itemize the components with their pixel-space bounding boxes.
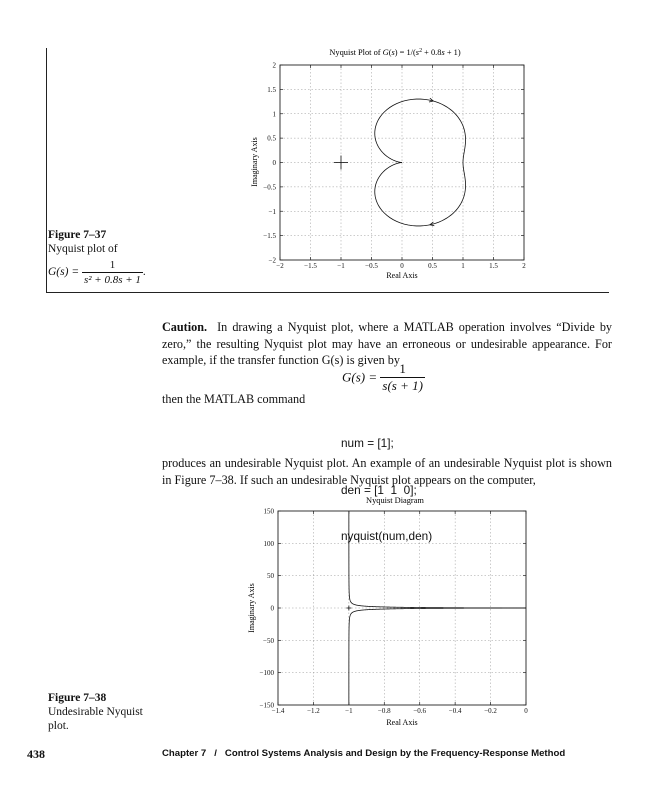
x-tick-label: −0.5	[365, 262, 378, 270]
nyquist-curve-positive-frequency	[375, 163, 466, 226]
figure-label: Figure 7–38	[48, 692, 107, 704]
x-tick-label: 1.5	[489, 262, 498, 270]
x-tick-label: −0.2	[484, 707, 497, 715]
y-tick-label: −100	[259, 669, 274, 678]
caption-line: Nyquist plot of	[48, 243, 118, 255]
figure-label: Figure 7–37	[48, 229, 107, 241]
nyquist-curve-negative-frequency	[375, 99, 466, 162]
y-tick-label: 50	[267, 572, 274, 581]
x-tick-label: −2	[276, 262, 284, 270]
y-tick-label: 1.5	[267, 85, 276, 94]
x-tick-label: 0	[400, 262, 404, 270]
y-axis-label: Imaginary Axis	[247, 583, 256, 633]
caption-line: Undesirable Nyquist	[48, 706, 143, 718]
figure-7-38-caption	[48, 691, 178, 733]
page-number: 438	[27, 747, 45, 761]
equation-denominator: s² + 0.8s + 1	[83, 274, 141, 286]
y-axis-label: Imaginary Axis	[250, 137, 259, 187]
x-tick-label: 0	[524, 707, 528, 715]
x-tick-label: 1	[461, 262, 465, 270]
plot-lines	[334, 98, 466, 226]
chart-title: Nyquist Plot of $G(s) = 1/(s^2 + 0.8s + 1)$	[329, 48, 461, 57]
x-tick-label: −0.8	[377, 707, 391, 715]
y-tick-label: 150	[263, 507, 274, 516]
y-tick-label: 100	[263, 539, 274, 548]
x-axis-label: Real Axis	[386, 271, 418, 280]
y-tick-label: −50	[263, 636, 274, 645]
nyquist-diagram-figure-7-38	[240, 490, 540, 735]
axis-ticks	[263, 62, 526, 271]
figure-7-37-caption	[48, 228, 188, 287]
undesirable-plot-paragraph: produces an undesirable Nyquist plot. An example of an undesirable Nyquist plot is shown in Figure 7–38. If such an undesirable Nyquist plot appears on the computer,	[162, 456, 612, 487]
running-head: Chapter 7 / Control Systems Analysis and Design by the Frequency-Response Method	[162, 748, 566, 759]
y-tick-label: −2	[268, 256, 276, 265]
nyquist-curve-positive-frequency	[349, 608, 526, 705]
caution-heading: Caution.	[162, 320, 208, 334]
y-tick-label: −150	[259, 701, 274, 710]
nyquist-curve-negative-frequency	[349, 511, 526, 608]
x-tick-label: −1.4	[271, 707, 285, 715]
caption-equation	[48, 258, 188, 287]
x-tick-label: −1	[337, 262, 345, 270]
y-tick-label: 1	[272, 110, 276, 119]
caution-text: In drawing a Nyquist plot, where a MATLAB operation involves “Divide by zero,” the resulting Nyquist plot may have an erroneous or undesirable appearance. For example, if the transfer function G(s) is given by	[162, 320, 613, 367]
x-tick-label: −0.6	[413, 707, 427, 715]
x-tick-label: −1	[345, 707, 353, 715]
equation-period: .	[142, 266, 146, 279]
x-tick-label: 0.5	[428, 262, 437, 270]
y-tick-label: 2	[272, 61, 276, 70]
y-tick-label: 0	[272, 159, 276, 167]
x-tick-label: 2	[522, 262, 526, 270]
nyquist-plot-figure-7-37	[240, 40, 540, 285]
equation-numerator: 1	[109, 259, 116, 271]
code-line: num = [1];	[341, 436, 394, 450]
y-tick-label: −0.5	[263, 183, 276, 192]
equation-lhs: G(s) =	[48, 266, 80, 279]
figure-frame-left	[46, 48, 47, 293]
x-tick-label: −0.4	[448, 707, 462, 715]
command-intro: then the MATLAB command	[162, 392, 306, 406]
x-axis-label: Real Axis	[386, 718, 418, 727]
figure-frame-bottom	[46, 292, 609, 293]
x-tick-label: −1.5	[304, 262, 317, 270]
y-tick-label: 0	[270, 604, 274, 613]
code-line: den = [1 1 0];	[341, 482, 417, 497]
transfer-function-equation	[342, 361, 425, 394]
chart-title: Nyquist Diagram	[366, 496, 424, 505]
caption-line: plot.	[48, 720, 69, 732]
y-tick-label: −1.5	[263, 232, 276, 241]
axis-ticks	[260, 508, 529, 716]
x-tick-label: −1.2	[307, 707, 320, 715]
code-line: nyquist(num,den)	[341, 529, 433, 543]
equation-denominator: s(s + 1)	[382, 378, 423, 393]
equation-numerator: 1	[399, 361, 406, 376]
y-tick-label: 0.5	[267, 134, 276, 143]
equation-lhs: G(s) =	[342, 369, 378, 385]
y-tick-label: −1	[268, 207, 276, 216]
